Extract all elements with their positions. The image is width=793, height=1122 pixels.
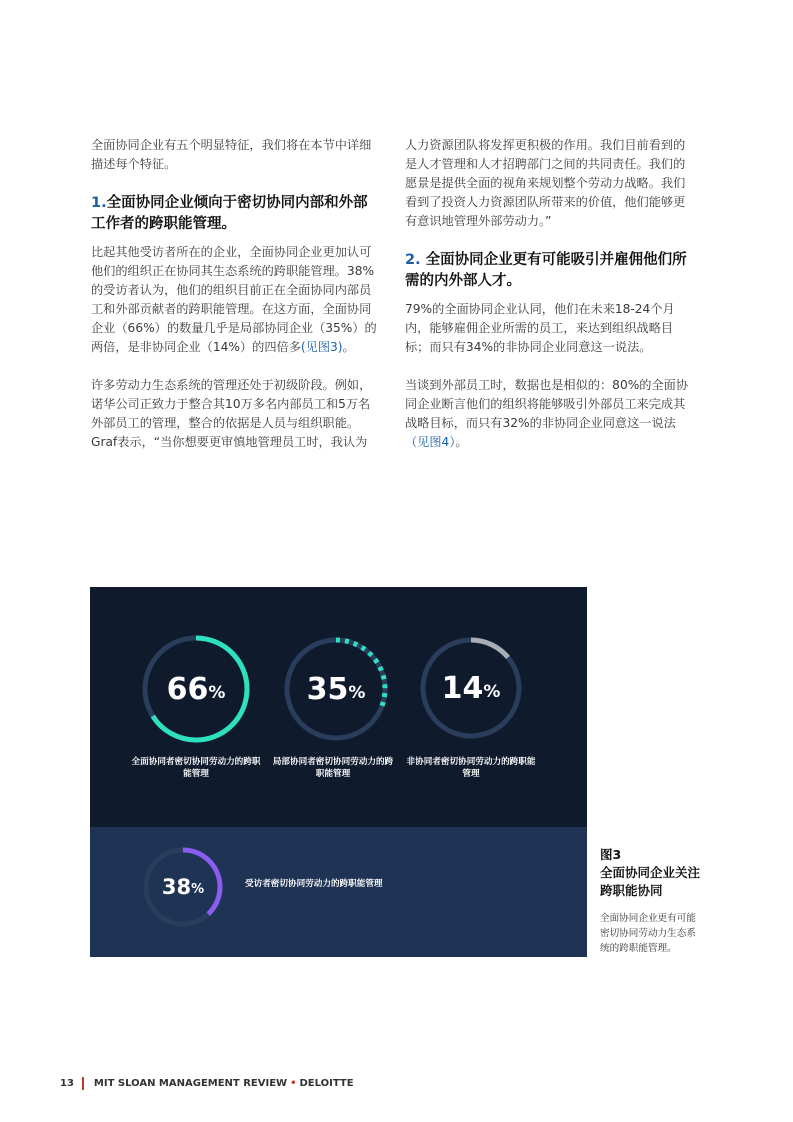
section-heading-2 — [405, 250, 697, 292]
figure-bottom-panel — [90, 827, 587, 957]
para2-text: 当谈到外部员工时，数据也是相似的：80%的全面协同企业断言他们的组织将能够吸引外部员工来完成其战略目标，而只有32%的非协同企业同意这一说法 — [405, 378, 689, 430]
gauge-label-non: 非协同者密切协同劳动力的跨职能管理 — [406, 757, 536, 779]
left-column — [91, 136, 382, 471]
gauge-number: 35 — [306, 671, 349, 707]
gauge-unit: % — [191, 881, 205, 897]
para1-text: 比起其他受访者所在的企业，全面协同企业更加认可他们的组织正在协同其生态系统的跨职能管理。38%的受访者认为，他们的组织目前正在全面协同内部员工和外部贡献者的跨职能管理。在这方面，全面协同企业（66%）的数量几乎是局部协同企业（35%）的两倍，是非协同企业（14%）的四倍多 — [91, 245, 377, 354]
heading-2-number: 2. — [405, 252, 421, 268]
right-column — [405, 136, 697, 471]
para2-end: 。 — [455, 435, 468, 449]
gauge-full-alignment — [140, 633, 252, 745]
intro-paragraph: 全面协同企业有五个明显特征，我们将在本节中详细描述每个特征。 — [91, 138, 372, 171]
gauge-unit: % — [483, 682, 501, 702]
gauge-number: 66 — [166, 671, 209, 707]
gauge-number: 38 — [161, 875, 192, 899]
gauge-number: 14 — [441, 670, 484, 706]
heading-1-text: 全面协同企业倾向于密切协同内部和外部工作者的跨职能管理。 — [91, 195, 368, 232]
section-heading-1 — [91, 193, 382, 235]
figure-3-reference[interactable]: (见图3) — [300, 340, 343, 354]
gauge-label-overall: 受访者密切协同劳动力的跨职能管理 — [245, 879, 383, 889]
gauge-non-alignment — [418, 635, 524, 741]
figure-top-panel — [90, 587, 587, 827]
body-paragraph-2: 许多劳动力生态系统的管理还处于初级阶段。例如，诺华公司正致力于整合其10万多名内部员工和5万名外部员工的管理，整合的依据是人员与组织职能。Graf表示，“当你想要更审慎地管理员工时，我认为 — [91, 378, 372, 449]
gauge-unit: % — [348, 683, 366, 703]
figure-3 — [90, 587, 587, 957]
body-paragraph-4 — [405, 376, 697, 452]
body-paragraph — [91, 243, 382, 357]
continued-paragraph: 人力资源团队将发挥更积极的作用。我们目前看到的是人才管理和人才招聘部门之间的共同责任。我们的愿景是提供全面的视角来规划整个劳动力战略。我们看到了投资人力资源团队所带来的价值，他们能够更有意识地管理外部劳动力。” — [405, 138, 686, 228]
caption-title: 全面协同企业关注跨职能协同 — [600, 865, 701, 898]
page-footer — [60, 1077, 354, 1090]
para1-end: 。 — [342, 340, 355, 354]
figure-caption — [600, 846, 700, 956]
heading-1-number: 1. — [91, 195, 107, 211]
page-number: 13 — [60, 1078, 74, 1089]
gauge-partial-alignment — [282, 635, 390, 743]
gauge-label-full: 全面协同者密切协同劳动力的跨职能管理 — [131, 757, 261, 779]
gauge-label-partial: 局部协同者密切协同劳动力的跨职能管理 — [272, 757, 394, 779]
heading-2-text: 全面协同企业更有可能吸引并雇佣他们所需的内外部人才。 — [405, 252, 687, 289]
figure-4-reference[interactable]: （见图4） — [405, 435, 456, 449]
caption-figure-label: 图3 — [600, 847, 622, 862]
gauge-unit: % — [208, 683, 226, 703]
caption-description: 全面协同企业更有可能密切协同劳动力生态系统的跨职能管理。 — [600, 913, 696, 954]
footer-separator: • — [290, 1078, 297, 1089]
partner-name: DELOITTE — [299, 1078, 354, 1089]
publication-name: MIT SLOAN MANAGEMENT REVIEW — [93, 1078, 288, 1089]
body-paragraph-3: 79%的全面协同企业认同，他们在未来18-24个月内，能够雇佣企业所需的员工，来达到组织战略目标；而只有34%的非协同企业同意这一说法。 — [405, 302, 675, 354]
footer-divider — [82, 1077, 84, 1090]
gauge-overall — [142, 846, 224, 928]
